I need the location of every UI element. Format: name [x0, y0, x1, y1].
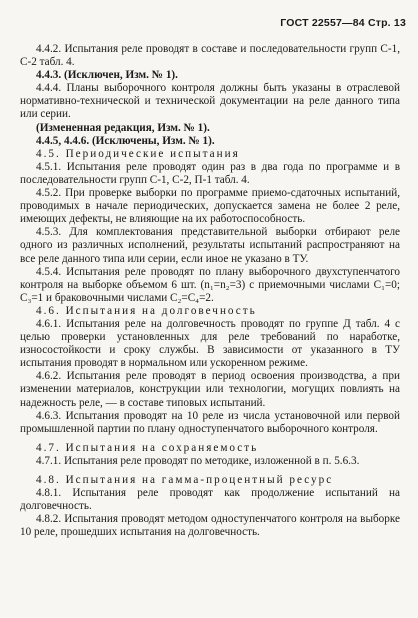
paragraph-4-6-2: 4.6.2. Испытания реле проводят в период освоения производства, а при изменении материалов, конструкции или технологии, могущих повлиять на надежность реле, — в составе типовых испытаний.	[20, 370, 400, 409]
paragraph-4-8-2: 4.8.2. Испытания проводят методом одноступенчатого контроля на выборке 10 реле, прошедших испытания на долговечность.	[20, 513, 400, 539]
section-heading-4-6: 4.6. Испытания на долговечность	[36, 304, 257, 317]
amendment-note: (Измененная редакция, Изм. № 1).	[36, 121, 210, 134]
paragraph-4-5-2: 4.5.2. При проверке выборки по программе приемо-сдаточных испытаний, проводимых в начале периодических, допускается замена не более 2 реле, имеющих дефекты, не влияющие на их работоспособность.	[20, 187, 400, 226]
paragraph-4-6-1: 4.6.1. Испытания реле на долговечность проводят по группе Д табл. 4 с целью проверки установленных для реле требований по наработке, износостойкости и сроку службы. В зависимости от указанного в ТУ испытания проводят в нормальном или ускоренном режиме.	[20, 317, 400, 370]
paragraph-4-4-2: 4.4.2. Испытания реле проводят в составе и последовательности групп С-1, С-2 табл. 4.	[20, 43, 400, 69]
document-body	[20, 43, 400, 539]
paragraph-4-4-5-4-4-6: 4.4.5, 4.4.6. (Исключены, Изм. № 1).	[36, 134, 215, 147]
page-header: ГОСТ 22557—84 Стр. 13	[280, 17, 406, 29]
paragraph-4-7-1: 4.7.1. Испытания реле проводят по методике, изложенной в п. 5.6.3.	[36, 454, 360, 467]
section-heading-4-7: 4.7. Испытания на сохраняемость	[36, 441, 259, 454]
paragraph-4-4-3: 4.4.3. (Исключен, Изм. № 1).	[36, 69, 178, 82]
paragraph-4-5-1: 4.5.1. Испытания реле проводят один раз в два года по программе и в последовательности групп С-1, С-2, П-1 табл. 4.	[20, 160, 400, 186]
section-heading-4-5: 4.5. Периодические испытания	[36, 147, 240, 160]
section-heading-4-8: 4.8. Испытания на гамма-процентный ресурс	[36, 474, 334, 486]
paragraph-4-4-4: 4.4.4. Планы выборочного контроля должны быть указаны в отраслевой нормативно-технической и технической документации на реле данного типа или серии.	[20, 82, 400, 121]
paragraph-4-5-3: 4.5.3. Для комплектования представительной выборки отбирают реле одного из различных исполнений, результаты испытаний распространяют на все реле данного типа или серии, если иное не указано в ТУ.	[20, 226, 400, 265]
paragraph-4-6-3: 4.6.3. Испытания проводят на 10 реле из числа установочной или первой промышленной партии по плану одноступенчатого выборочного контроля.	[20, 409, 400, 435]
paragraph-4-8-1: 4.8.1. Испытания реле проводят как продолжение испытаний на долговечность.	[20, 487, 400, 513]
paragraph-4-5-4: 4.5.4. Испытания реле проводят по плану выборочного двухступенчатого контроля на выборке объемом 6 шт. (n₁=n₂=3) с приемочными числами C₁=0; C₃=1 и браковочными числами C₂=C₄=2.	[20, 265, 400, 304]
